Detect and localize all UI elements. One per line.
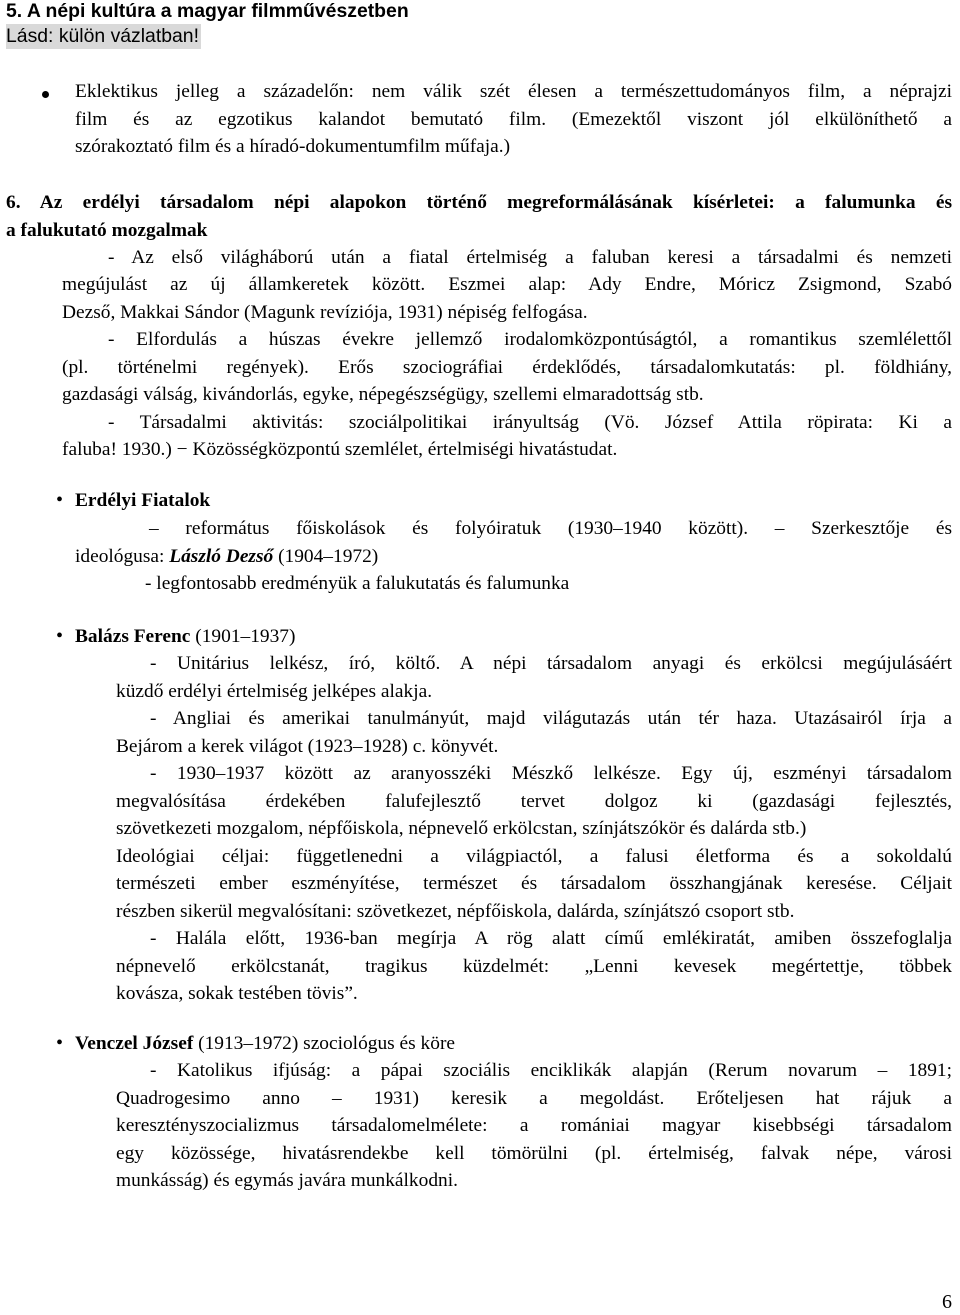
- text-line: - Elfordulás a húszas évekre jellemző irodalomközpontúságtól, a romantikus szemlélettől: [108, 329, 952, 350]
- person-name: László Dezső: [169, 545, 274, 567]
- text-line: munkásság) és egymás javára munkálkodni.: [116, 1170, 458, 1191]
- venczel-jozsef-title: [75, 1030, 455, 1058]
- text-line: Ideológiai céljai: függetlenedni a világpiactól, a falusi életforma és a sokoldalú: [116, 845, 952, 867]
- text-line: – református főiskolások és folyóiratuk (1930–1940 között). – Szerkesztője és: [149, 518, 952, 539]
- section-6-heading-line: a falukutató mozgalmak: [6, 219, 208, 241]
- text-line: Dezső, Makkai Sándor (Magunk revíziója, 1931) népiség felfogása.: [62, 301, 588, 323]
- text-line: [75, 543, 952, 571]
- text-span: ideológusa:: [75, 545, 170, 567]
- text-line: - Társadalmi aktivitás: szociálpolitikai irányultság (Vö. József Attila röpirata: Ki a: [108, 411, 952, 433]
- text-line: gazdasági válság, kivándorlás, egyke, népegészségügy, szellemi elmaradottság stb.: [62, 384, 704, 405]
- text-line: Quadrogesimo anno – 1931) keresik a megoldást. Erőteljesen hat rájuk a: [116, 1087, 952, 1109]
- entry-title: Erdélyi Fiatalok: [75, 490, 211, 511]
- text-line: Eklektikus jelleg a századelőn: nem válik szét élesen a természettudományos film, a néprajzi: [75, 81, 952, 102]
- page-number: 6: [942, 1291, 952, 1313]
- text-line: faluba! 1930.) − Közösségközpontú szemlélet, értelmiségi hivatástudat.: [62, 439, 618, 460]
- person-name: Balázs Ferenc: [75, 626, 191, 647]
- text-line: - 1930–1937 között az aranyosszéki Mészkő lelkésze. Egy új, eszményi társadalom: [150, 763, 952, 784]
- section-6-body-cont: [62, 271, 952, 464]
- section-5-bullet-text: [75, 78, 952, 161]
- bullet-icon: •: [56, 489, 64, 511]
- erdelyi-fiatalok-title: [75, 487, 210, 515]
- text-line: - Katolikus ifjúság: a pápai szociális enciklikák alapján (Rerum novarum – 1891;: [150, 1060, 952, 1081]
- text-line: - legfontosabb eredményük a falukutatás és falumunka: [145, 573, 570, 594]
- text-span: (1904–1972): [273, 545, 379, 567]
- text-line: film és az egzotikus kalandot bemutató film. (Emezektől viszont jól elkülöníthető a: [75, 108, 952, 130]
- text-line: megvalósítása érdekében falufejlesztő tervet dolgoz ki (gazdasági fejlesztés,: [116, 790, 952, 812]
- person-name: Venczel József: [75, 1033, 194, 1054]
- erdelyi-fiatalok-body: [75, 515, 952, 598]
- bullet-icon: •: [56, 1032, 64, 1054]
- section-5-heading: 5. A népi kultúra a magyar filmművészetben: [6, 0, 409, 22]
- text-line: - Angliai és amerikai tanulmányút, majd világutazás után tér haza. Utazásairól írja a: [150, 708, 952, 729]
- balazs-ferenc-title: [75, 623, 295, 651]
- text-line: - Halála előtt, 1936-ban megírja A rög alatt című emlékiratát, amiben összefoglalja: [150, 928, 952, 949]
- entry-title: [75, 623, 295, 651]
- text-line: keresztényszocializmus társadalomelmélete: a romániai magyar kisebbségi társadalom: [116, 1115, 952, 1136]
- text-line: - Unitárius lelkész, író, költő. A népi társadalom anyagi és erkölcsi megújulásáért: [150, 653, 952, 674]
- text-line: küzdő erdélyi értelmiség jelképes alakja.: [116, 680, 433, 702]
- text-line: - Az első világháború után a fiatal értelmiség a faluban keresi a társadalmi és nemzeti: [108, 247, 952, 268]
- text-line: szórakoztató film és a híradó-dokumentumfilm műfaja.): [75, 136, 511, 157]
- venczel-jozsef-body: [116, 1057, 952, 1195]
- entry-title: [75, 1030, 455, 1058]
- text-line: (pl. történelmi regények). Erős szociográfiai érdeklődés, társadalomkutatás: pl. földhiány,: [62, 356, 952, 378]
- text-line: megújulást az új államkeretek között. Eszmei alap: Ady Endre, Móricz Zsigmond, Szabó: [62, 274, 952, 295]
- section-5-note: Lásd: külön vázlatban!: [6, 25, 199, 47]
- bullet-icon: •: [56, 625, 64, 647]
- text-line: kovásza, sokak testében tövis”.: [116, 983, 358, 1004]
- text-line: természeti ember eszményítése, természet és társadalom összhangjának keresése. Céljait: [116, 873, 952, 894]
- text-line: népnevelő erkölcstanát, tragikus küzdelmét: „Lenni kevesek megértettje, többek: [116, 955, 952, 977]
- text-line: szövetkezeti mozgalom, népfőiskola, népnevelő erkölcstan, színjátszókör és dalárda stb.): [116, 818, 807, 839]
- entry-dates: (1901–1937): [190, 626, 296, 647]
- text-line: egy közössége, hivatásrendekbe kell tömörülni (pl. értelmiség, falvak népe, városi: [116, 1142, 952, 1164]
- bullet-dot-icon: [42, 91, 49, 98]
- section-6-heading-line: 6. Az erdélyi társadalom népi alapokon történő megreformálásának kísérletei: a falumunka és: [6, 192, 952, 213]
- entry-dates: (1913–1972) szociológus és köre: [193, 1033, 456, 1054]
- section-6-body: [62, 244, 952, 272]
- section-6-heading: [6, 189, 952, 244]
- text-line: Bejárom a kerek világot (1923–1928) c. könyvét.: [116, 735, 499, 757]
- balazs-ferenc-body: [116, 650, 952, 1008]
- text-line: részben sikerül megvalósítani: szövetkezet, népfőiskola, dalárda, színjátszó csoport stb.: [116, 900, 795, 922]
